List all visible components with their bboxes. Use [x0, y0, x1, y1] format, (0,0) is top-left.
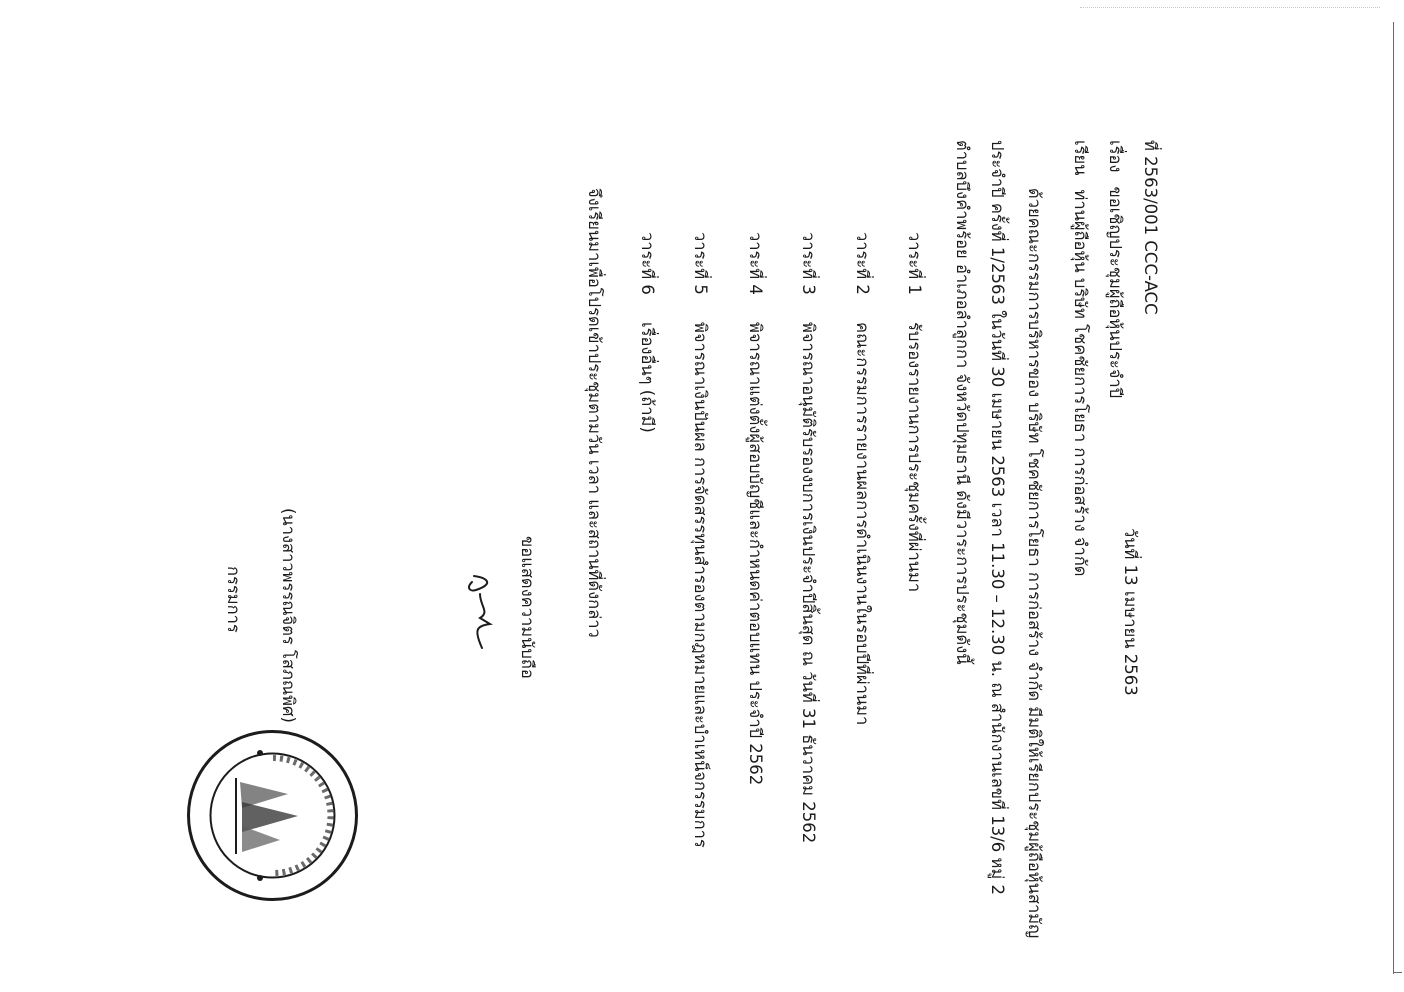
- agenda-item: [904, 232, 924, 592]
- agenda-item: [852, 232, 872, 725]
- letter-page: [180, 128, 1160, 988]
- subject-text: ขอเชิญประชุมผู้ถือหุ้นประจำปี: [1106, 186, 1125, 399]
- document-date: วันที่ 13 เมษายน 2563: [1121, 528, 1140, 696]
- subject-label: เรื่อง: [1106, 140, 1125, 173]
- body-line-3: ตำบลบึงคำพร้อย อำเภอลำลูกกา จังหวัดปทุมธานี ดังมีวาระการประชุมดังนี้: [953, 140, 972, 665]
- subject-row: [1105, 140, 1125, 398]
- signer-name: (นางสาวพรรณจิตร โสภณพิศ): [279, 508, 298, 723]
- recipient-label: เรียน: [1071, 140, 1090, 176]
- agenda-item: [798, 232, 818, 843]
- closing-invitation: จึงเรียนมาเพื่อโปรดเข้าประชุมตามวัน เวลา และสถานที่ดังกล่าว: [585, 188, 604, 638]
- agenda-item: [745, 232, 765, 785]
- document-number: ที่ 2563/001 CCC-ACC: [1141, 140, 1160, 315]
- agenda-text: พิจารณาแต่งตั้งผู้สอบบัญชีและกำหนดค่าตอบแทน ประจำปี 2562: [746, 322, 765, 786]
- agenda-text: พิจารณาอนุมัติรับรองงบการเงินประจำปีสิ้นสุด ณ วันที่ 31 ธันวาคม 2562: [799, 322, 818, 844]
- regards-line: ขอแสดงความนับถือ: [518, 536, 537, 679]
- agenda-label: วาระที่ 6: [638, 232, 657, 295]
- agenda-label: วาระที่ 1: [905, 232, 924, 295]
- agenda-text: พิจารณาเงินปันผล การจัดสรรทุนสำรองตามกฎหมายและบำเหน็จกรรมการ: [691, 322, 710, 848]
- agenda-label: วาระที่ 3: [799, 232, 818, 295]
- handwritten-signature: [452, 568, 510, 658]
- agenda-text: รับรองรายงานการประชุมครั้งที่ผ่านมา: [905, 322, 924, 593]
- agenda-label: วาระที่ 2: [853, 232, 872, 295]
- body-line-2: ประจำปี ครั้งที่ 1/2563 ในวันที่ 30 เมษายน 2563 เวลา 11.30 – 12.30 น. ณ สำนักงานเลขที่ 13/6 หมู่ 2: [988, 140, 1007, 896]
- company-seal: [185, 728, 360, 903]
- scan-edge-top: [1080, 7, 1380, 8]
- agenda-text: เรื่องอื่นๆ (ถ้ามี): [638, 322, 657, 433]
- signer-title: กรรมการ: [224, 566, 243, 633]
- agenda-item: [637, 232, 657, 433]
- recipient-row: [1070, 140, 1090, 577]
- agenda-label: วาระที่ 5: [691, 232, 710, 295]
- body-line-1: ด้วยคณะกรรมการบริหารของ บริษัท โชคชัยการโยธา การก่อสร้าง จำกัด มีมติให้เรียกประชุมผู้ถือหุ้นสามัญ: [1025, 188, 1044, 939]
- agenda-item: [690, 232, 710, 848]
- scan-edge-corner: [1393, 972, 1402, 973]
- agenda-label: วาระที่ 4: [746, 232, 765, 295]
- agenda-text: คณะกรรมการรายงานผลการดำเนินงานในรอบปีที่ผ่านมา: [853, 322, 872, 726]
- recipient-text: ท่านผู้ถือหุ้น บริษัท โชคชัยการโยธา การก่อสร้าง จำกัด: [1071, 189, 1090, 577]
- scan-edge-right: [1393, 22, 1394, 974]
